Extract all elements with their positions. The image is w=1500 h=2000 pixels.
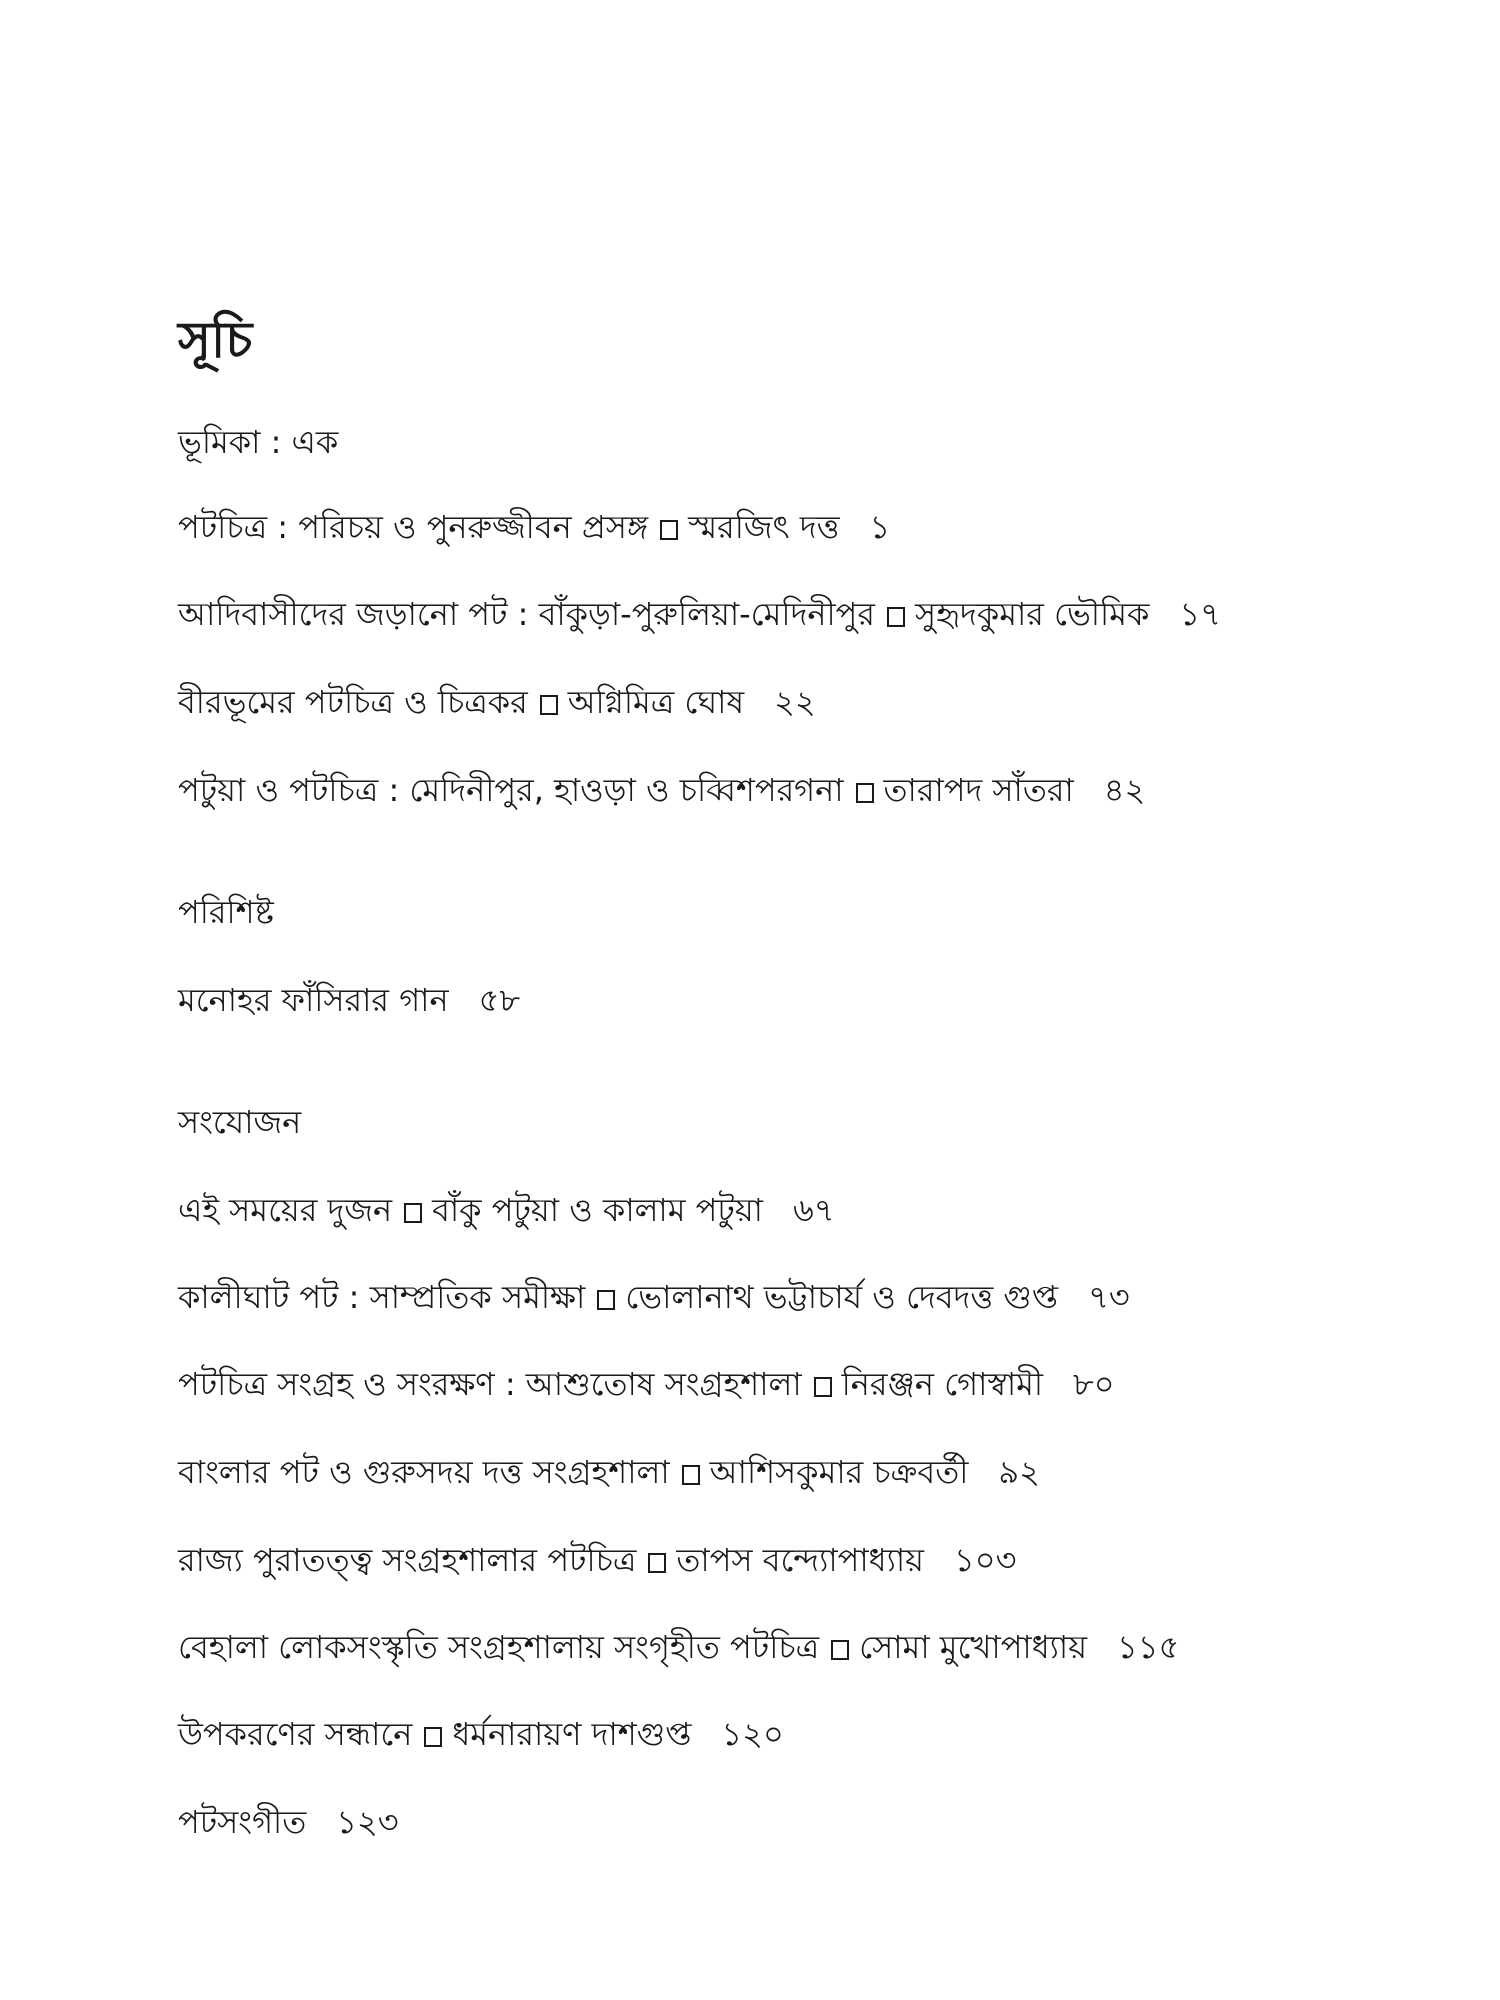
toc-entry <box>178 1538 1016 1582</box>
entry-page: ১২৩ <box>336 1803 399 1841</box>
appendix-heading: পরিশিষ্ট <box>178 893 274 931</box>
entry-title: এই সময়ের দুজন <box>178 1191 393 1229</box>
toc-entry <box>178 768 1145 812</box>
box-icon <box>660 520 678 540</box>
entry-title: আদিবাসীদের জড়ানো পট : বাঁকুড়া-পুরুলিয়া-মেদিনীপুর <box>178 595 875 633</box>
toc-entry <box>178 505 890 549</box>
entry-title: পটচিত্র সংগ্রহ ও সংরক্ষণ : আশুতোষ সংগ্রহশালা <box>178 1365 802 1403</box>
box-icon <box>597 1290 615 1310</box>
entry-title: বাংলার পট ও গুরুসদয় দত্ত সংগ্রহশালা <box>178 1453 670 1491</box>
entry-author: বাঁকু পটুয়া ও কালাম পটুয়া <box>432 1191 763 1229</box>
toc-entry <box>178 592 1221 636</box>
box-icon <box>404 1203 422 1223</box>
box-icon <box>887 607 905 627</box>
preface-line: ভূমিকা : এক <box>178 423 339 461</box>
entry-author: সুহৃদকুমার ভৌমিক <box>914 595 1150 633</box>
entry-title: পটসংগীত <box>178 1803 307 1841</box>
entry-author: ভোলানাথ ভট্টাচার্য ও দেবদত্ত গুপ্ত <box>625 1278 1059 1316</box>
entry-page: ২২ <box>774 683 816 721</box>
entry-page: ১০৩ <box>954 1541 1017 1579</box>
box-icon <box>682 1465 700 1485</box>
toc-entry <box>178 1188 835 1232</box>
entry-author: নিরঞ্জন গোস্বামী <box>841 1365 1044 1403</box>
entry-title: উপকরণের সন্ধানে <box>178 1715 413 1753</box>
entry-page: ৯২ <box>998 1453 1040 1491</box>
entry-page: ৬৭ <box>792 1191 835 1229</box>
entry-author: স্মরজিৎ দত্ত <box>688 508 840 546</box>
box-icon <box>424 1727 442 1747</box>
toc-entry <box>178 1275 1130 1319</box>
entry-page: ১৭ <box>1179 595 1221 633</box>
entry-title: কালীঘাট পট : সাম্প্রতিক সমীক্ষা <box>178 1278 586 1316</box>
toc-entry <box>178 1625 1179 1669</box>
entry-author: অগ্নিমিত্র ঘোষ <box>567 683 745 721</box>
toc-entry <box>178 1362 1115 1406</box>
entry-page: ৭৩ <box>1088 1278 1130 1316</box>
entry-page: ১২০ <box>721 1715 784 1753</box>
entry-author: তারাপদ সাঁতরা <box>883 771 1074 809</box>
entry-author: তাপস বন্দ্যোপাধ্যায় <box>676 1541 924 1579</box>
box-icon <box>540 695 558 715</box>
box-icon <box>856 783 874 803</box>
entry-author: সোমা মুখোপাধ্যায় <box>859 1628 1088 1666</box>
entry-title: মনোহর ফাঁসিরার গান <box>178 981 449 1019</box>
entry-page: ৫৮ <box>478 981 521 1019</box>
entry-page: ৮০ <box>1073 1365 1115 1403</box>
entry-title: পটুয়া ও পটচিত্র : মেদিনীপুর, হাওড়া ও চব্বিশপরগনা <box>178 771 844 809</box>
entry-title: বেহালা লোকসংস্কৃতি সংগ্রহশালায় সংগৃহীত পটচিত্র <box>178 1628 820 1666</box>
entry-author: আশিসকুমার চক্রবর্তী <box>709 1453 969 1491</box>
box-icon <box>648 1553 666 1573</box>
entry-page: ৪২ <box>1103 771 1146 809</box>
entry-page: ১১৫ <box>1117 1628 1180 1666</box>
box-icon <box>814 1377 832 1397</box>
toc-entry <box>178 1450 1040 1494</box>
appendix-item <box>178 978 520 1022</box>
entry-title: বীরভূমের পটচিত্র ও চিত্রকর <box>178 683 528 721</box>
addition-heading: সংযোজন <box>178 1103 302 1141</box>
page-title: সূচি <box>178 311 253 369</box>
toc-entry <box>178 1712 784 1756</box>
box-icon <box>831 1640 849 1660</box>
entry-author: ধর্মনারায়ণ দাশগুপ্ত <box>452 1715 692 1753</box>
entry-page: ১ <box>869 508 891 546</box>
entry-title: পটচিত্র : পরিচয় ও পুনরুজ্জীবন প্রসঙ্গ <box>178 508 649 546</box>
entry-title: রাজ্য পুরাতত্ত্ব সংগ্রহশালার পটচিত্র <box>178 1541 637 1579</box>
toc-entry <box>178 680 816 724</box>
toc-entry <box>178 1800 399 1844</box>
